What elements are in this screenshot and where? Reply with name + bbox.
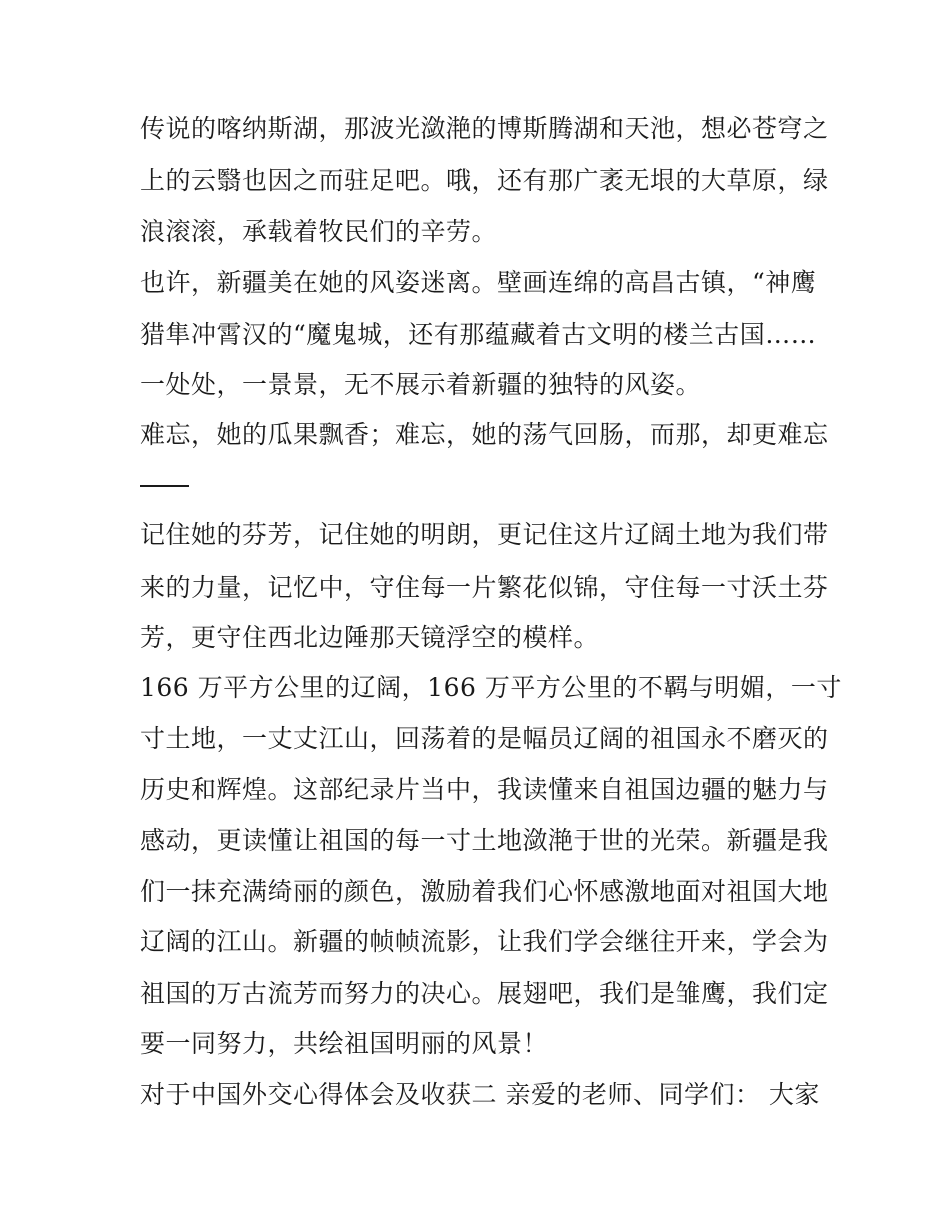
text-line: 寸土地，一丈丈江山，回荡着的是幅员辽阔的祖国永不磨灭的	[140, 724, 829, 753]
text-line: 感动，更读懂让祖国的每一寸土地潋滟于世的光荣。新疆是我	[140, 826, 829, 855]
dash-rule	[140, 485, 189, 487]
text-line: 芳，更守住西北边陲那天镜浮空的模样。	[140, 623, 600, 652]
text-line: 猎隼冲霄汉的“魔鬼城，还有那蕴藏着古文明的楼兰古国……	[140, 320, 817, 349]
text-line: 要一同努力，共绘祖国明丽的风景！	[140, 1029, 549, 1058]
text-line: 难忘，她的瓜果飘香；难忘，她的荡气回肠，而那，却更难忘	[140, 420, 829, 449]
text-line: 辽阔的江山。新疆的帧帧流影，让我们学会继往开来，学会为	[140, 927, 829, 956]
text-line: 祖国的万古流芳而努力的决心。展翅吧，我们是雏鹰，我们定	[140, 979, 829, 1008]
text-line: 也许，新疆美在她的风姿迷离。壁画连绵的高昌古镇，“神鹰	[140, 268, 817, 297]
text-line: 对于中国外交心得体会及收获二 亲爱的老师、同学们： 大家	[140, 1080, 820, 1109]
text-line: 记住她的芬芳，记住她的明朗，更记住这片辽阔土地为我们带	[140, 520, 829, 549]
text-line: 来的力量，记忆中，守住每一片繁花似锦，守住每一寸沃土芬	[140, 573, 829, 602]
text-line: 上的云翳也因之而驻足吧。哦，还有那广袤无垠的大草原，绿	[140, 166, 829, 195]
text-line: 浪滚滚，承载着牧民们的辛劳。	[140, 217, 498, 246]
text-line: 166 万平方公里的辽阔，166 万平方公里的不羁与明媚，一寸	[140, 673, 842, 702]
text-line: 一处处，一景景，无不展示着新疆的独特的风姿。	[140, 370, 702, 399]
text-line: 历史和辉煌。这部纪录片当中，我读懂来自祖国边疆的魅力与	[140, 775, 829, 804]
text-line: 们一抹充满绮丽的颜色，激励着我们心怀感激地面对祖国大地	[140, 877, 829, 906]
text-line: 传说的喀纳斯湖，那波光潋滟的博斯腾湖和天池，想必苍穹之	[140, 114, 829, 143]
